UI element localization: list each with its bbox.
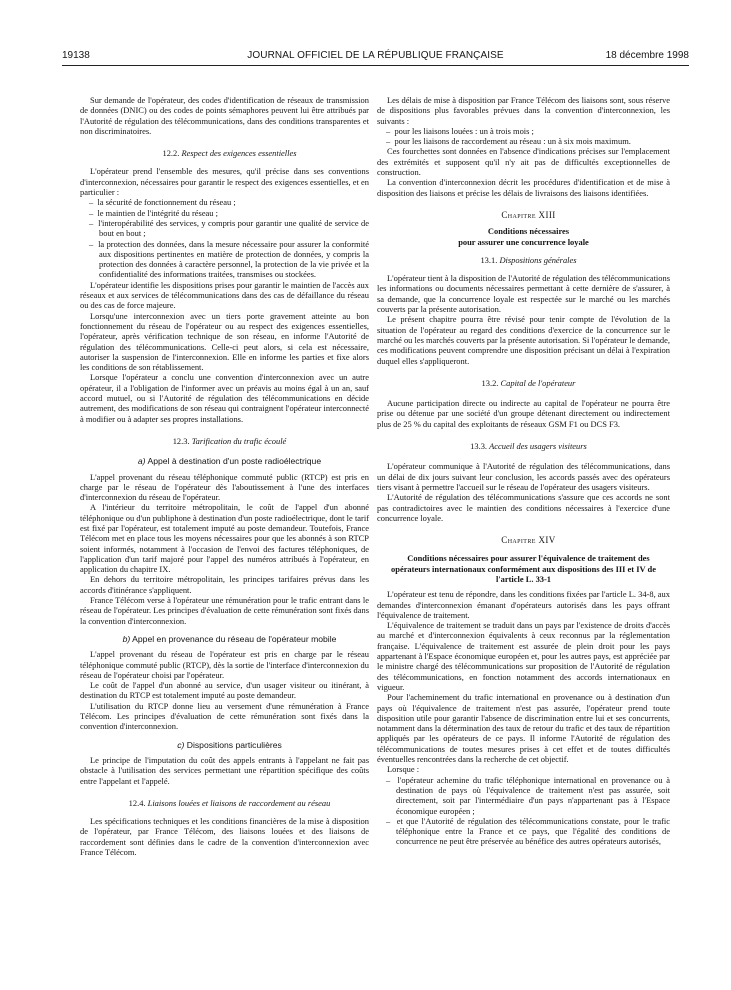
subsection-letter: c) <box>177 739 185 750</box>
list-item: – l'interopérabilité des services, y compris pour garantir une qualité de service de bout en bout ; <box>80 218 369 239</box>
section-number: 12.2. <box>162 148 180 159</box>
paragraph: Pour l'acheminement du trafic international en provenance ou à destination d'un pays où l'équivalence de traitement n'est pas assurée, l'opérateur prend toute disposition utile pour garantir l'absence de discrimination entre lui et ses concurrents, notamment dans la détermination des taux de retour du trafic et des taux de répartition appliqués par les opérateurs de ce pays. Il informe l'Autorité de régulation des télécommunications de toutes mesures prises à cet effet et de toutes difficultés éventuelles rencontrées dans la recherche de cet objectif. <box>377 692 670 765</box>
paragraph: L'Autorité de régulation des télécommunications s'assure que ces accords ne sont pas contradictoires avec le maintien des conditions nécessaires à l'exercice d'une concurrence loyale. <box>377 492 670 523</box>
section-13-1-heading <box>377 255 670 265</box>
subsection-title: Dispositions particulières <box>186 739 282 750</box>
paragraph: Les délais de mise à disposition par France Télécom des liaisons sont, sous réserve de dispositions plus favorables prévues dans la convention d'interconnexion, les suivants : <box>377 95 670 126</box>
section-13-2-heading <box>377 378 670 388</box>
paragraph: L'opérateur est tenu de répondre, dans les conditions fixées par l'article L. 34-8, aux demandes d'interconnexion émanant d'opérateurs autorisés dans les pays offrant l'équivalence de traitement. <box>377 589 670 620</box>
page-number: 19138 <box>62 50 90 61</box>
paragraph: Le coût de l'appel d'un abonné au service, d'un usager visiteur ou itinérant, à destination du RTCP est totalement imputé au poste demandeur. <box>80 680 369 701</box>
paragraph: Le principe de l'imputation du coût des appels entrants à l'appelant ne fait pas obstacle à l'utilisation des services permettant une répartition spécifique des coûts entre l'appelant et l'appelé. <box>80 754 369 786</box>
section-12-4-heading <box>80 798 369 808</box>
section-12-3-heading <box>80 436 369 446</box>
paragraph: A l'intérieur du territoire métropolitain, le coût de l'appel d'un abonné téléphonique ou d'un publiphone à destination d'un poste radioélectrique, dont le tarif est fixé par l'opérateur, est totalement imputé au poste demandeur. Toutefois, France Télécom met en place tous les moyens nécessaires pour que les abonnés à son RTCP soient informés, notamment à l'occasion de l'envoi des factures téléphoniques, de l'application d'un tarif majoré pour l'appel des numéros attribués à l'opérateur, en application du chapitre IX. <box>80 502 369 575</box>
section-13-3-heading <box>377 441 670 451</box>
publication-date: 18 décembre 1998 <box>605 50 689 61</box>
subsection-c-heading <box>80 740 369 750</box>
subsection-title: Appel en provenance du réseau de l'opérateur mobile <box>132 633 337 644</box>
paragraph: L'opérateur prend l'ensemble des mesures, qu'il précise dans ses conventions d'interconnexion, nécessaires pour garantir le respect des exigences essentielles, et en particulier : <box>80 166 369 198</box>
section-number: 13.3. <box>470 441 488 452</box>
chapter-13-label: Chapitre XIII <box>501 209 556 220</box>
chapter-title-line: pour assurer une concurrence loyale <box>458 236 589 247</box>
section-title: Respect des exigences essentielles <box>181 148 297 159</box>
list-item: – pour les liaisons de raccordement au réseau : un à six mois maximum. <box>377 136 670 146</box>
list-item: – la sécurité de fonctionnement du réseau ; <box>80 197 369 207</box>
right-column <box>377 95 670 847</box>
paragraph: France Télécom verse à l'opérateur une rémunération pour le trafic entrant dans le réseau de l'opérateur. Les principes d'évaluation de cette rémunération sont fixés dans la convention d'interconnexion. <box>80 595 369 626</box>
paragraph: Ces fourchettes sont données en l'absence d'indications précises sur l'emplacement des extrémités et supposent qu'il n'y ait pas de difficultés exceptionnelles de construction. <box>377 146 670 178</box>
paragraph: L'utilisation du RTCP donne lieu au versement d'une rémunération à France Télécom. Les principes d'évaluation de cette rémunération sont fixés dans la convention d'interconnexion. <box>80 700 369 732</box>
paragraph: L'équivalence de traitement se traduit dans un pays par l'existence de droits d'accès au marché et d'interconnexion équivalents à ceux reconnus par la réglementation française. L'équivalence de traitement est assurée de plein droit pour les pays appartenant à l'Espace économique européen et, pour les autres pays, est appréciée par le ministre chargé des télécommunications sur proposition de l'Autorité de régulation des télécommunications, en fonction notamment des accords internationaux en vigueur. <box>377 620 670 692</box>
list-item: – et que l'Autorité de régulation des télécommunications constate, pour le trafic téléphonique entre la France et ce pays, que l'égalité des conditions de concurrence ne peut être préservée au bénéfice des autres opérateurs autorisés, <box>377 816 670 847</box>
delays-list <box>377 126 670 147</box>
section-title: Tarification du trafic écoulé <box>191 435 287 446</box>
section-number: 13.2. <box>481 377 499 388</box>
section-title: Capital de l'opérateur <box>500 377 576 388</box>
paragraph: La convention d'interconnexion décrit les procédures d'identification et de mise à disposition des liaisons et précise les délais de livraisons des liaisons identifiées. <box>377 177 670 198</box>
paragraph: L'opérateur tient à la disposition de l'Autorité de régulation des télécommunications les informations ou documents nécessaires permettant à cette dernière de s'assurer, à sa demande, que la concurrence loyale est respectée sur le marché ou les marchés couverts par la présente autorisation. <box>377 273 670 315</box>
chapter-14-title: Conditions nécessaires pour assurer l'équivalence de traitement des opérateurs internationaux conformément aux dispositions des III et IV de l'article L. 33-1 <box>391 553 656 584</box>
journal-title: JOURNAL OFFICIEL DE LA RÉPUBLIQUE FRANÇAISE <box>247 50 504 61</box>
section-number: 12.3. <box>172 435 190 446</box>
section-number: 13.1. <box>480 254 498 265</box>
page-header <box>62 50 689 64</box>
paragraph: Le présent chapitre pourra être révisé pour tenir compte de l'évolution de la situation de l'opérateur au regard des conditions d'exercice de la concurrence sur le marché ou les marchés couverts par la présente autorisation. Si l'opérateur le demande, ces modifications peuvent comprendre une disposition précisant un délai à l'expiration duquel elles s'appliqueront. <box>377 314 670 366</box>
paragraph: Lorsqu'une interconnexion avec un tiers porte gravement atteinte au bon fonctionnement du réseau de l'opérateur ou au respect des exigences essentielles, l'opérateur, après vérification technique de son réseau, en informe l'Autorité de régulation des télécommunications. Celle-ci peut alors, si cela est nécessaire, autoriser la suspension de l'interconnexion. Elle en informe les parties et fixe alors les conditions de son rétablissement. <box>80 310 369 373</box>
section-title: Liaisons louées et liaisons de raccordement au réseau <box>147 797 331 808</box>
list-item: – la protection des données, dans la mesure nécessaire pour assurer la conformité aux dispositions pertinentes en matière de protection de données, y compris la protection des données à caractère personnel, la protection de la vie privée et la confidentialité des informations traitées, transmises ou stockées. <box>80 239 369 280</box>
paragraph: L'opérateur communique à l'Autorité de régulation des télécommunications, dans un délai de dix jours suivant leur conclusion, les accords passés avec des opérateurs tiers visant à permettre l'accueil sur le réseau de l'opérateur des usagers visiteurs. <box>377 461 670 492</box>
list-item: – le maintien de l'intégrité du réseau ; <box>80 208 369 218</box>
paragraph: Lorsque : <box>387 764 420 775</box>
chapter-14-label: Chapitre XIV <box>501 535 556 546</box>
chapter-13-title <box>377 226 670 247</box>
paragraph: L'opérateur identifie les dispositions prises pour garantir le maintien de l'accès aux réseaux et aux services de télécommunications dans des cas de défaillance du réseau ou des cas de force majeure. <box>80 279 369 311</box>
subsection-b-heading <box>80 634 369 644</box>
paragraph: L'appel provenant du réseau téléphonique commuté public (RTCP) est pris en charge par le réseau de l'opérateur dès l'aboutissement à l'une des interfaces d'interconnexion du réseau de l'opérateur. <box>80 471 369 503</box>
paragraph: Aucune participation directe ou indirecte au capital de l'opérateur ne pourra être prise ou détenue par une société d'un groupe détenant directement ou indirectement plus de 25 % du capital des exploitants de réseaux GSM F1 ou DCS F3. <box>377 398 670 429</box>
section-12-2-heading <box>80 148 369 158</box>
list-item: – l'opérateur achemine du trafic téléphonique international en provenance ou à destination de pays où l'équivalence de traitement n'est pas assurée, soit directement, soit par l'intermédiaire d'un pays n'appartenant pas à l'Espace économique européen ; <box>377 775 670 816</box>
header-rule <box>62 65 689 66</box>
section-number: 12.4. <box>128 797 146 808</box>
paragraph: En dehors du territoire métropolitain, les principes tarifaires prévus dans les accords d'itinérance s'appliquent. <box>80 574 369 595</box>
section-title: Dispositions générales <box>499 254 577 265</box>
subsection-letter: b) <box>122 633 131 644</box>
paragraph: Les spécifications techniques et les conditions financières de la mise à disposition de l'opérateur, par France Télécom, des liaisons louées et des liaisons de raccordement sont définies dans le cadre de la convention d'interconnexion avec France Télécom. <box>80 816 369 857</box>
subsection-letter: a) <box>137 456 146 467</box>
subsection-a-heading <box>80 456 369 466</box>
section-title: Accueil des usagers visiteurs <box>489 441 587 452</box>
paragraph: L'appel provenant du réseau de l'opérateur est pris en charge par le réseau téléphonique commuté public (RTCP), dès la sortie de l'interface d'interconnexion du réseau de l'opérateur choisi par l'opérateur. <box>80 649 369 680</box>
conditions-list <box>377 775 670 847</box>
paragraph: Lorsque l'opérateur a conclu une convention d'interconnexion avec un autre opérateur, il a l'obligation de l'informer avec un préavis au moins égal à un an, sauf accord mutuel, ou si l'Autorité de régulation des télécommunications en décide autrement, des modifications de son réseau qui contraignent l'opérateur interconnecté à modifier ou à adapter ses propres installations. <box>80 372 369 424</box>
chapter-title-line: Conditions nécessaires <box>487 226 570 237</box>
intro-paragraph: Sur demande de l'opérateur, des codes d'identification de réseaux de transmission de données (DNIC) ou des codes de points sémaphores peuvent lui être attribués par l'Autorité de régulation des télécommunications, dans des conditions transparentes et non discriminatoires. <box>80 95 369 136</box>
requirements-list <box>80 197 369 279</box>
list-item: – pour les liaisons louées : un à trois mois ; <box>377 126 670 136</box>
left-column <box>80 95 369 857</box>
subsection-title: Appel à destination d'un poste radioélectrique <box>147 456 322 467</box>
